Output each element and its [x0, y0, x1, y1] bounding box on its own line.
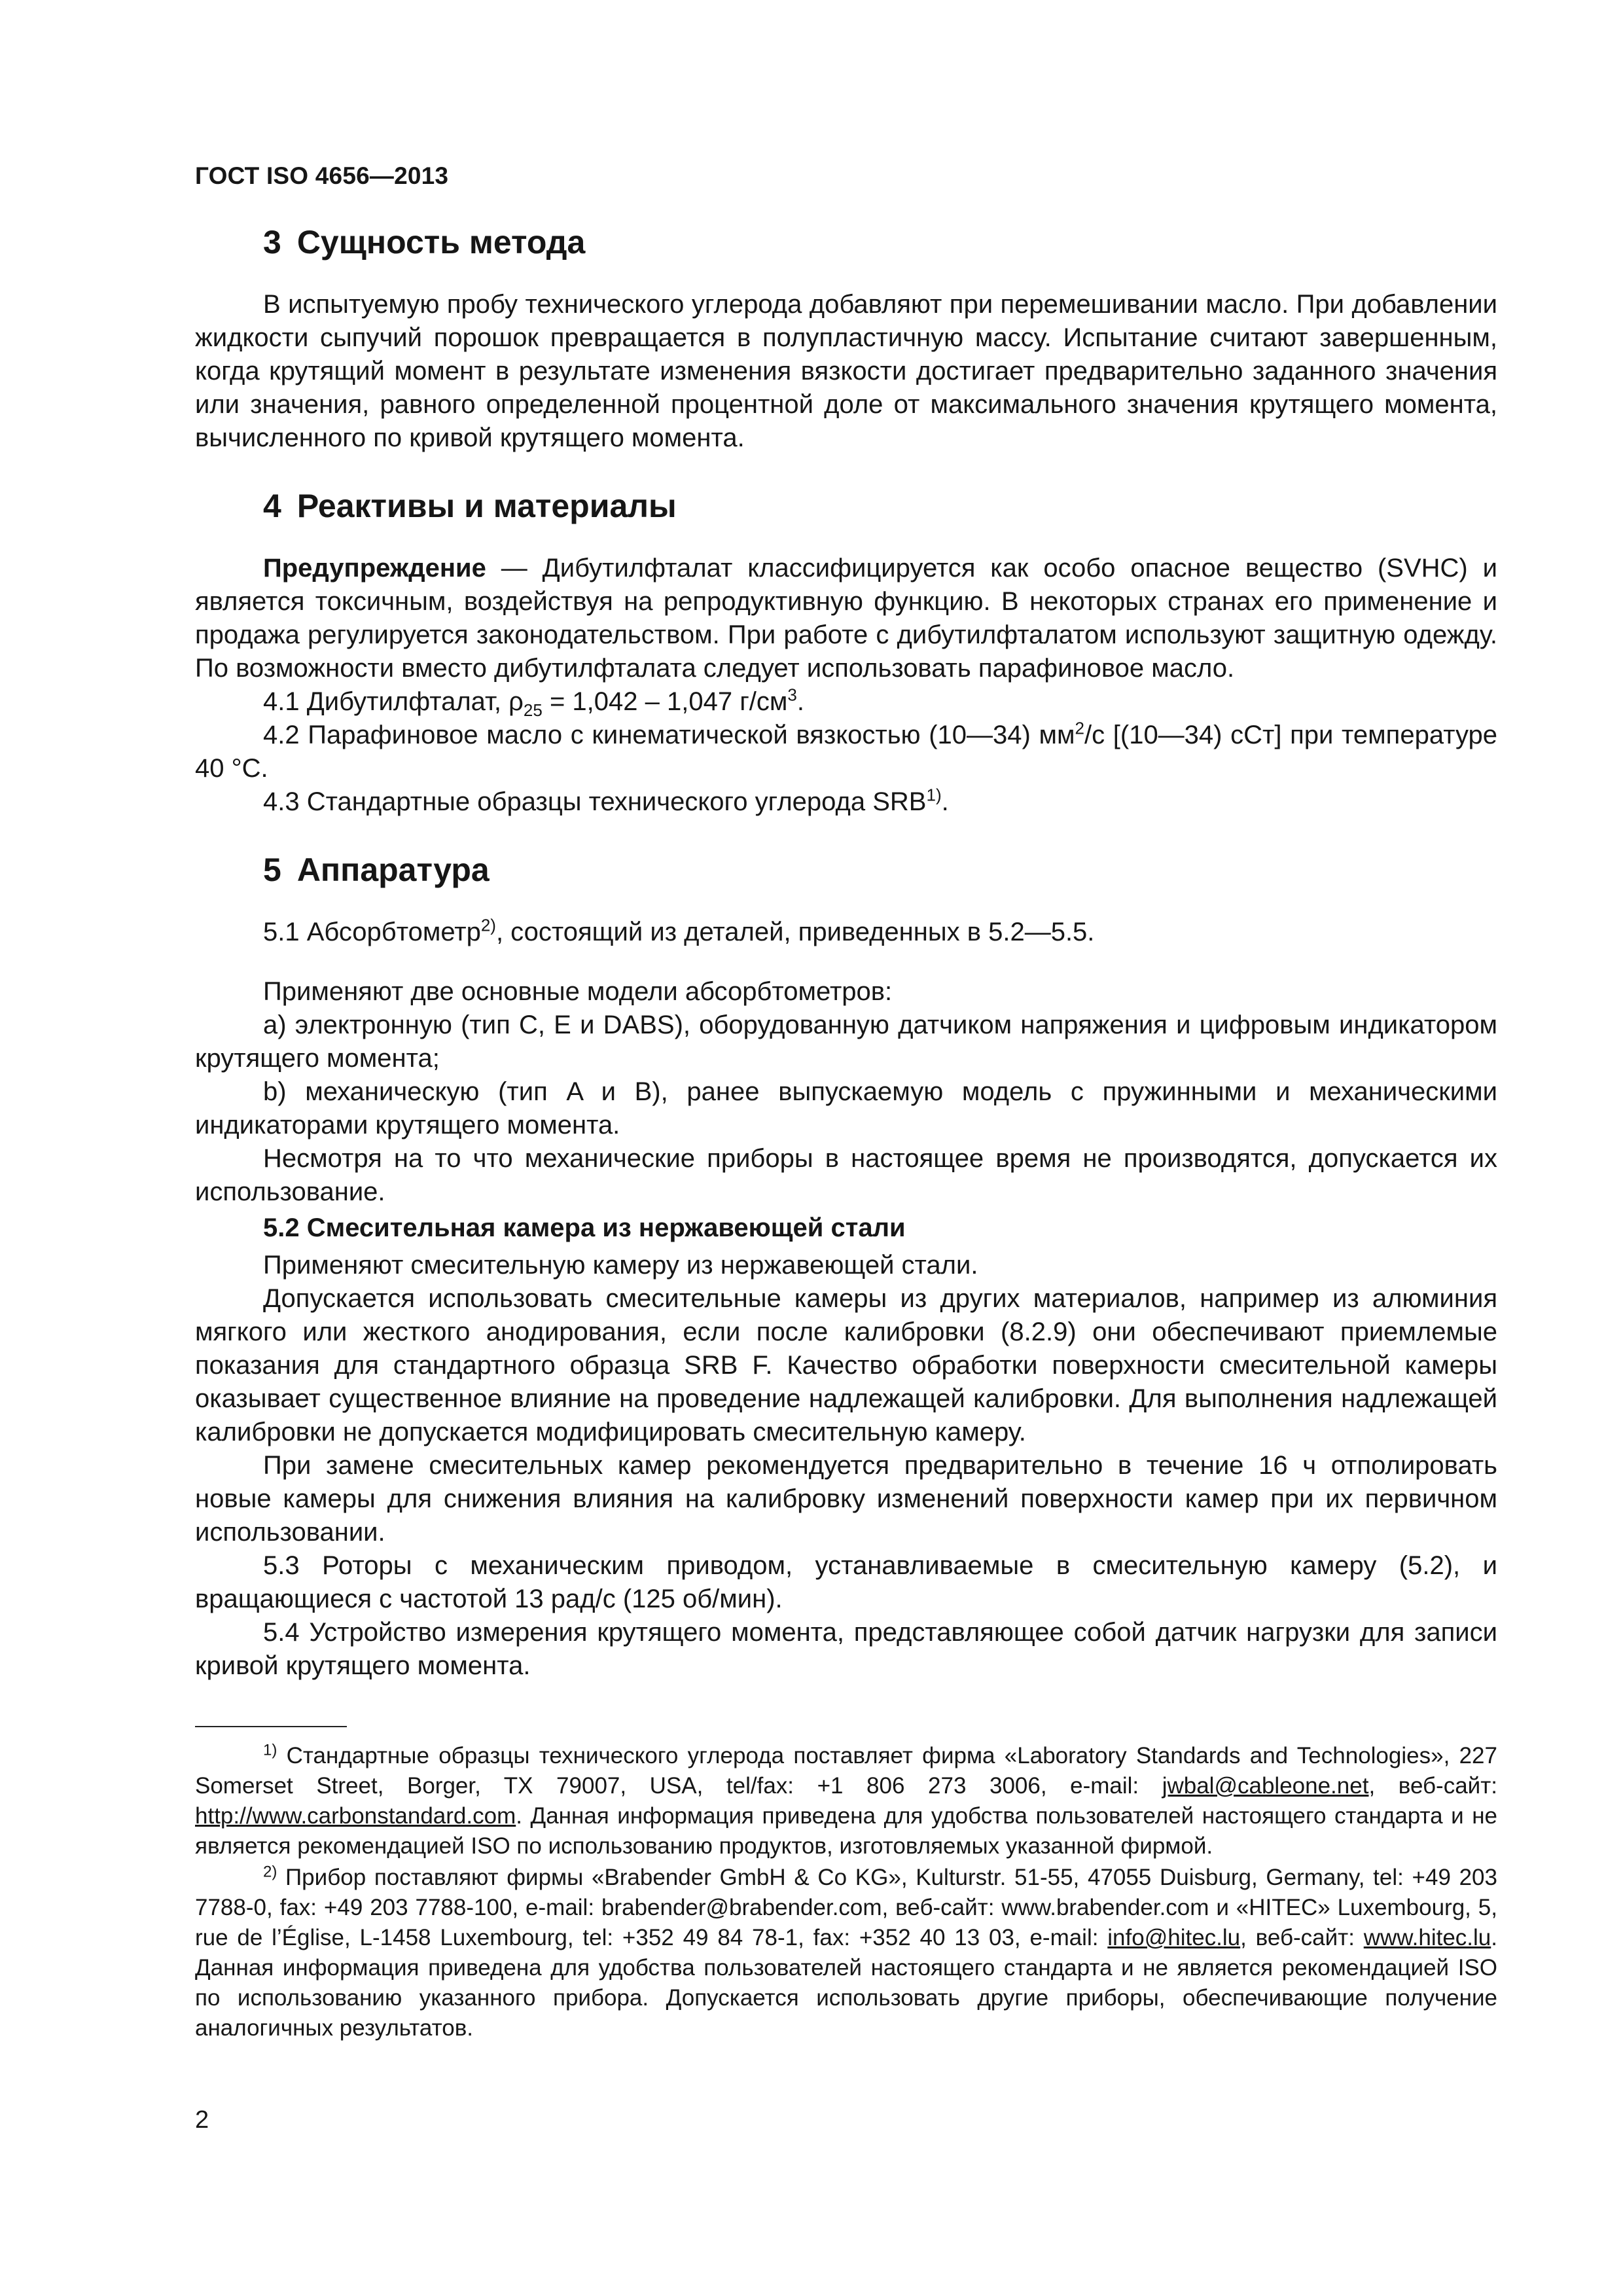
section-5 — [195, 850, 1497, 1683]
footnote-divider — [195, 1726, 347, 1727]
item-text: 4.3 Стандартные образцы технического углерода SRB — [263, 787, 927, 816]
item-text: 4.1 Дибутилфталат, ρ — [263, 687, 524, 716]
section-title: Аппаратура — [296, 852, 490, 888]
warning-label: Предупреждение — [263, 554, 486, 583]
section-5-heading — [195, 850, 1497, 889]
item-5-3: 5.3 Роторы с механическим приводом, устанавливаемые в смесительную камеру (5.2), и вращающиеся с частотой 13 рад/с (125 об/мин). — [195, 1551, 1497, 1613]
paragraph: Допускается использовать смесительные камеры из других материалов, например из алюминия мягкого или жесткого анодирования, если после калибровки (8.2.9) они обеспечивают приемлемые показания для стандартного образца SRB F. Качество обработки поверхности смесительной камеры оказывает существенное влияние на проведение надлежащей калибровки. Для выполнения надлежащей калибровки не допускается модифицировать смесительную камеру. — [195, 1284, 1497, 1446]
footnote-1 — [195, 1741, 1497, 1861]
warning-text: — Дибутилфталат классифицируется как особо опасное вещество (SVHC) и является токсичным, воздействуя на репродуктивную функцию. В некоторых странах его применение и продажа регулируется законодательством. При работе с дибутилфталатом используют защитную одежду. По возможности вместо дибутилфталата следует использовать парафиновое масло. — [195, 554, 1497, 683]
item-text: = 1,042 – 1,047 г/см — [542, 687, 788, 716]
superscript: 2 — [1075, 718, 1084, 738]
website-link[interactable]: www.hitec.lu — [1363, 1925, 1491, 1950]
footnote-text: Прибор поставляют фирмы «Brabender GmbH & Co KG», Kulturstr. 51-55, 47055 Duisburg, Germany, tel: +49 203 7788-0, fax: +49 203 7788-100, e-mail: brabender@brabender.com, веб-сайт: www.brabender.com и «HITEC» Luxembourg, 5, rue de l’Église, L-1458 Luxembourg, tel: +352 49 84 78-1, fax: +352 40 13 03, e-mail: — [195, 1865, 1497, 1950]
footnote-mark: 1) — [263, 1741, 277, 1759]
item-text: 4.2 Парафиновое масло с кинематической вязкостью (10—34) мм — [263, 721, 1075, 749]
list-item: b) механическую (тип A и B), ранее выпускаемую модель с пружинными и механическими индикаторами крутящего момента. — [195, 1077, 1497, 1139]
section-4-heading — [195, 486, 1497, 526]
section-3 — [195, 223, 1497, 455]
email-link[interactable]: info@hitec.lu — [1107, 1925, 1241, 1950]
footnote-text: Стандартные образцы технического углерода поставляет фирма «Laboratory Standards and Technologies», 227 Somerset Street, Borger, TX 79007, USA, tel/fax: +1 806 273 3006, e-mail: — [195, 1743, 1497, 1799]
item-text: . — [941, 787, 949, 816]
section-title: Реактивы и материалы — [296, 488, 677, 524]
subscript: 25 — [523, 700, 543, 720]
footnote-text: , веб-сайт: — [1368, 1773, 1497, 1799]
paragraph: Применяют две основные модели абсорбтометров: — [263, 977, 893, 1006]
paragraph: Несмотря на то что механические приборы в настоящее время не производятся, допускается их использование. — [195, 1144, 1497, 1206]
paragraph: При замене смесительных камер рекомендуется предварительно в течение 16 ч отполировать новые камеры для снижения влияния на калибровку изменений поверхности камер при их первичном использовании. — [195, 1451, 1497, 1547]
footnote-2 — [195, 1863, 1497, 2043]
section-number: 4 — [263, 488, 281, 524]
section-3-heading — [195, 223, 1497, 262]
section-title: Сущность метода — [296, 224, 586, 260]
item-text: 5.1 Абсорбтометр — [263, 918, 481, 946]
footnote-ref[interactable]: 2) — [480, 915, 496, 935]
item-4-2 — [195, 719, 1497, 785]
item-text: /с [(10—34) сСт] при температуре 40 °С. — [195, 721, 1498, 783]
section-number: 3 — [263, 224, 281, 260]
item-5-4: 5.4 Устройство измерения крутящего момента, представляющее собой датчик нагрузки для записи кривой крутящего момента. — [195, 1618, 1497, 1680]
email-link[interactable]: jwbal@cableone.net — [1162, 1773, 1369, 1799]
list-item: a) электронную (тип C, E и DABS), оборудованную датчиком напряжения и цифровым индикатором крутящего момента; — [195, 1011, 1497, 1073]
item-4-3 — [195, 785, 1497, 819]
item-4-1 — [195, 685, 1497, 719]
website-link[interactable]: http://www.carbonstandard.com — [195, 1803, 516, 1829]
item-text: . — [796, 687, 805, 716]
item-5-1 — [195, 916, 1497, 949]
paragraph: В испытуемую пробу технического углерода добавляют при перемешивании масло. При добавлении жидкости сыпучий порошок превращается в полупластичную массу. Испытание считают завершенным, когда крутящий момент в результате изменения вязкости достигает предварительно заданного значения или значения, равного определенной процентной доле от максимального значения крутящего момента, вычисленного по кривой крутящего момента. — [195, 290, 1497, 452]
footnote-text: . Данная информация приведена для удобства пользователей настоящего стандарта и не является рекомендацией ISO по использованию продуктов, изготовляемых указанной фирмой. — [195, 1803, 1497, 1859]
section-number: 5 — [263, 852, 281, 888]
main-content — [195, 223, 1497, 1683]
paragraph: Применяют смесительную камеру из нержавеющей стали. — [263, 1251, 978, 1280]
item-text: , состоящий из деталей, приведенных в 5.2—5.5. — [495, 918, 1095, 946]
superscript: 3 — [787, 685, 797, 705]
document-header: ГОСТ ISO 4656—2013 — [195, 162, 449, 189]
subsection-5-2-heading: 5.2 Смесительная камера из нержавеющей стали — [263, 1213, 906, 1242]
warning-paragraph — [195, 552, 1497, 685]
footnote-mark: 2) — [263, 1863, 277, 1881]
footnotes — [195, 1741, 1497, 2043]
footnote-ref[interactable]: 1) — [926, 785, 942, 805]
footnote-text: . Данная информация приведена для удобства пользователей настоящего стандарта и не является рекомендацией ISO по использованию указанного прибора. Допускается использовать другие приборы, обеспечивающие получение аналогичных результатов. — [195, 1925, 1497, 2041]
footnote-text: , веб-сайт: — [1240, 1925, 1364, 1950]
page-number: 2 — [195, 2106, 209, 2134]
section-4 — [195, 486, 1497, 819]
